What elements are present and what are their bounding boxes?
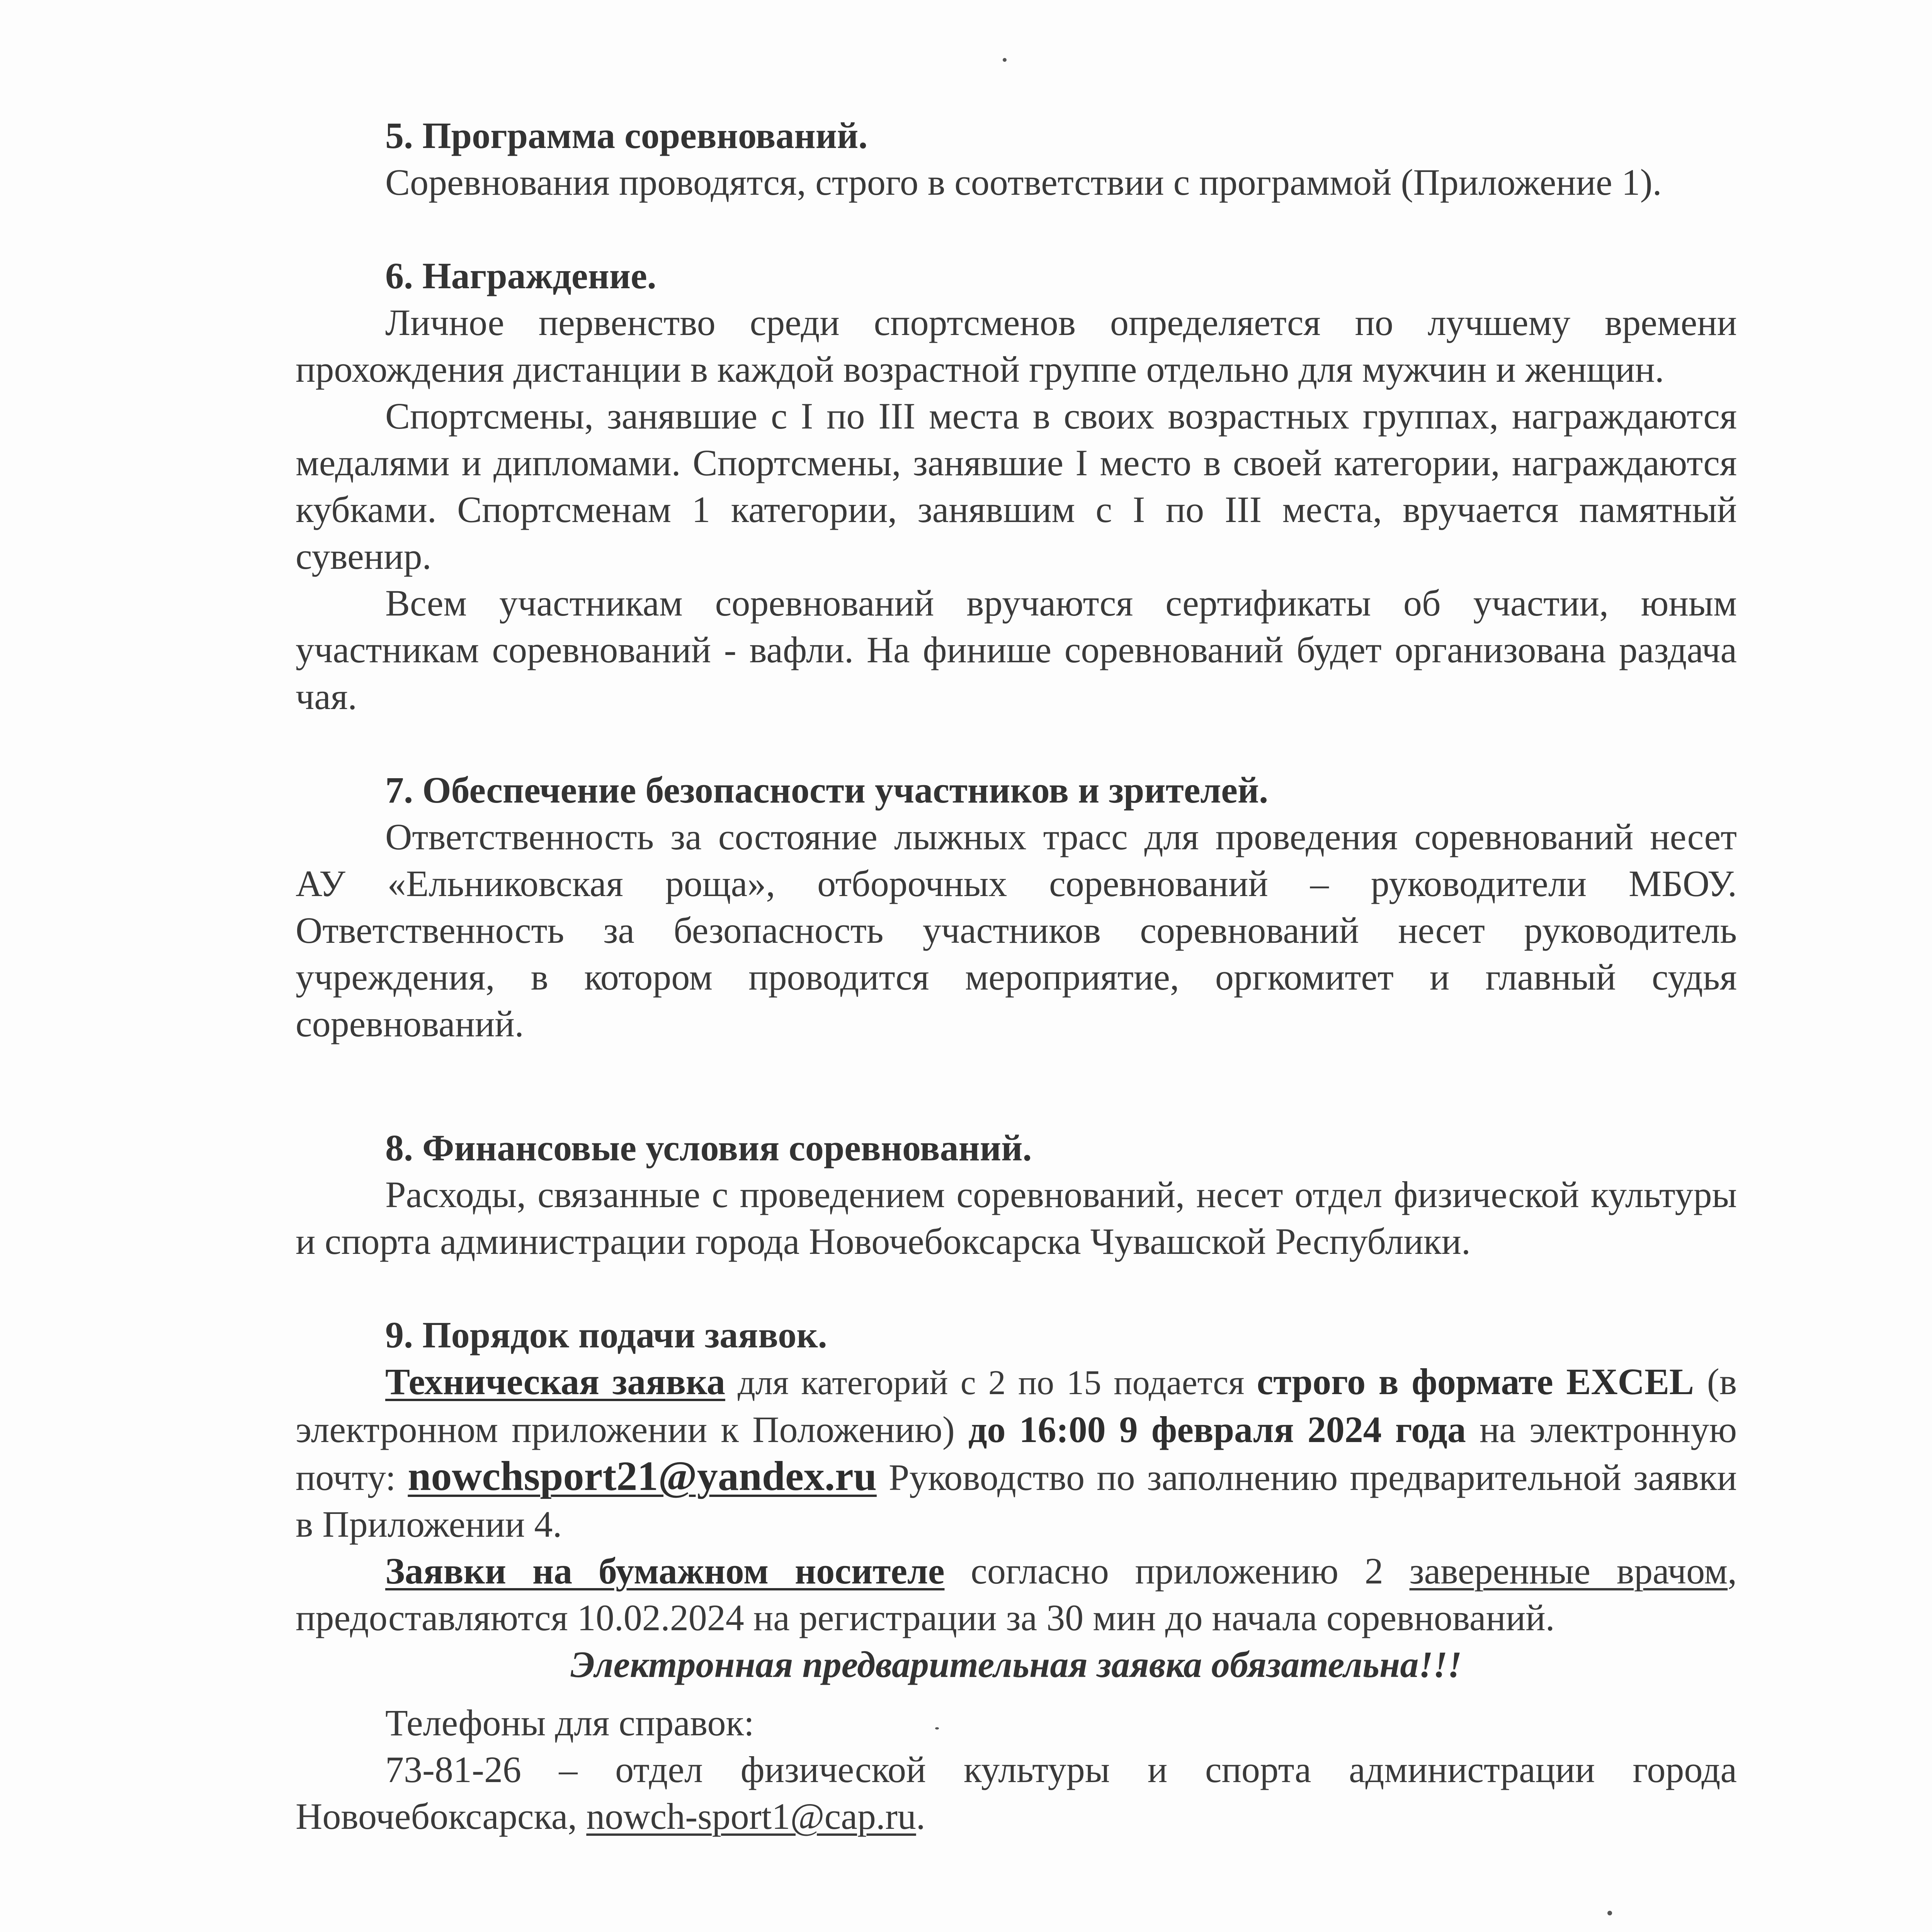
application-deadline: до 16:00 9 февраля 2024 года: [968, 1409, 1466, 1450]
spacer: [296, 1688, 1737, 1699]
technical-application-text-1: для категорий с 2 по 15 подается: [725, 1364, 1257, 1402]
technical-application-label: Техническая заявка: [385, 1361, 725, 1402]
contacts-phone-text: 73-81-26 – отдел физической культуры и спорта администрации города Новочебоксарска,: [296, 1749, 1737, 1837]
paper-application-text-2: , предоставляются 10.02.2024 на регистрации за 30 мин до начала соревнований.: [296, 1550, 1737, 1638]
technical-application-text-2: (в электронном приложении к Положению): [296, 1361, 1737, 1450]
paper-application-text-1: согласно приложению 2: [944, 1550, 1410, 1592]
scan-speck: [1607, 1911, 1612, 1915]
section-8-heading: 8. Финансовые условия соревнований.: [385, 1127, 1032, 1168]
scan-speck: [1003, 58, 1007, 62]
spacer: [296, 720, 1737, 767]
spacer: [296, 1265, 1737, 1311]
document-body: [296, 112, 1737, 1840]
section-7-heading: 7. Обеспечение безопасности участников и зрителей.: [385, 769, 1269, 811]
section-9-heading: 9. Порядок подачи заявок.: [385, 1314, 827, 1355]
application-email-link[interactable]: nowchsport21@yandex.ru: [408, 1453, 877, 1499]
contacts-line: [296, 1746, 1737, 1840]
section-6-paragraph-3: Всем участникам соревнований вручаются сертификаты об участии, юным участникам соревнований - вафли. На финише соревнований будет организована раздача чая.: [296, 582, 1737, 717]
section-5-text: Соревнования проводятся, строго в соответствии с программой (Приложение 1).: [385, 162, 1662, 203]
section-5-heading: 5. Программа соревнований.: [385, 115, 868, 156]
spacer: [296, 1047, 1737, 1124]
paper-application-paragraph: [296, 1548, 1737, 1641]
doctor-certified-note: заверенные врачом: [1409, 1550, 1728, 1592]
section-6-paragraph-2: Спортсмены, занявшие с I по III места в своих возрастных группах, награждаются медалями и дипломами. Спортсмены, занявшие I место в своей категории, награждаются кубками. Спортсменам 1 категории, занявшим с I по III места, вручается памятный сувенир.: [296, 395, 1737, 577]
technical-application-text-4: Руководство по заполнению предварительной заявки в Приложении 4.: [296, 1457, 1737, 1545]
paper-application-label: Заявки на бумажном носителе: [385, 1550, 945, 1592]
section-8-text: Расходы, связанные с проведением соревнований, несет отдел физической культуры и спорта администрации города Новочебоксарска Чувашской Республики.: [296, 1174, 1737, 1262]
excel-format-requirement: строго в формате EXCEL: [1257, 1361, 1694, 1402]
technical-application-text-3: на электронную почту:: [296, 1409, 1737, 1498]
section-7-text: Ответственность за состояние лыжных трасс для проведения соревнований несет АУ «Ельниковская роща», отборочных соревнований – руководители МБОУ. Ответственность за безопасность участников соревнований несет руководитель учреждения, в котором проводится мероприятие, оргкомитет и главный судья соревнований.: [296, 816, 1737, 1044]
contacts-label: Телефоны для справок:: [385, 1702, 754, 1743]
section-6-paragraph-1: Личное первенство среди спортсменов определяется по лучшему времени прохождения дистанции в каждой возрастной группе отдельно для мужчин и женщин.: [296, 302, 1737, 390]
spacer: [296, 206, 1737, 252]
mandatory-application-note: Электронная предварительная заявка обязательна!!!: [570, 1644, 1462, 1685]
contacts-end: .: [916, 1796, 925, 1837]
technical-application-paragraph: [296, 1358, 1737, 1548]
section-6-heading: 6. Награждение.: [385, 255, 656, 296]
contacts-email-link[interactable]: nowch-sport1@cap.ru: [586, 1796, 916, 1837]
